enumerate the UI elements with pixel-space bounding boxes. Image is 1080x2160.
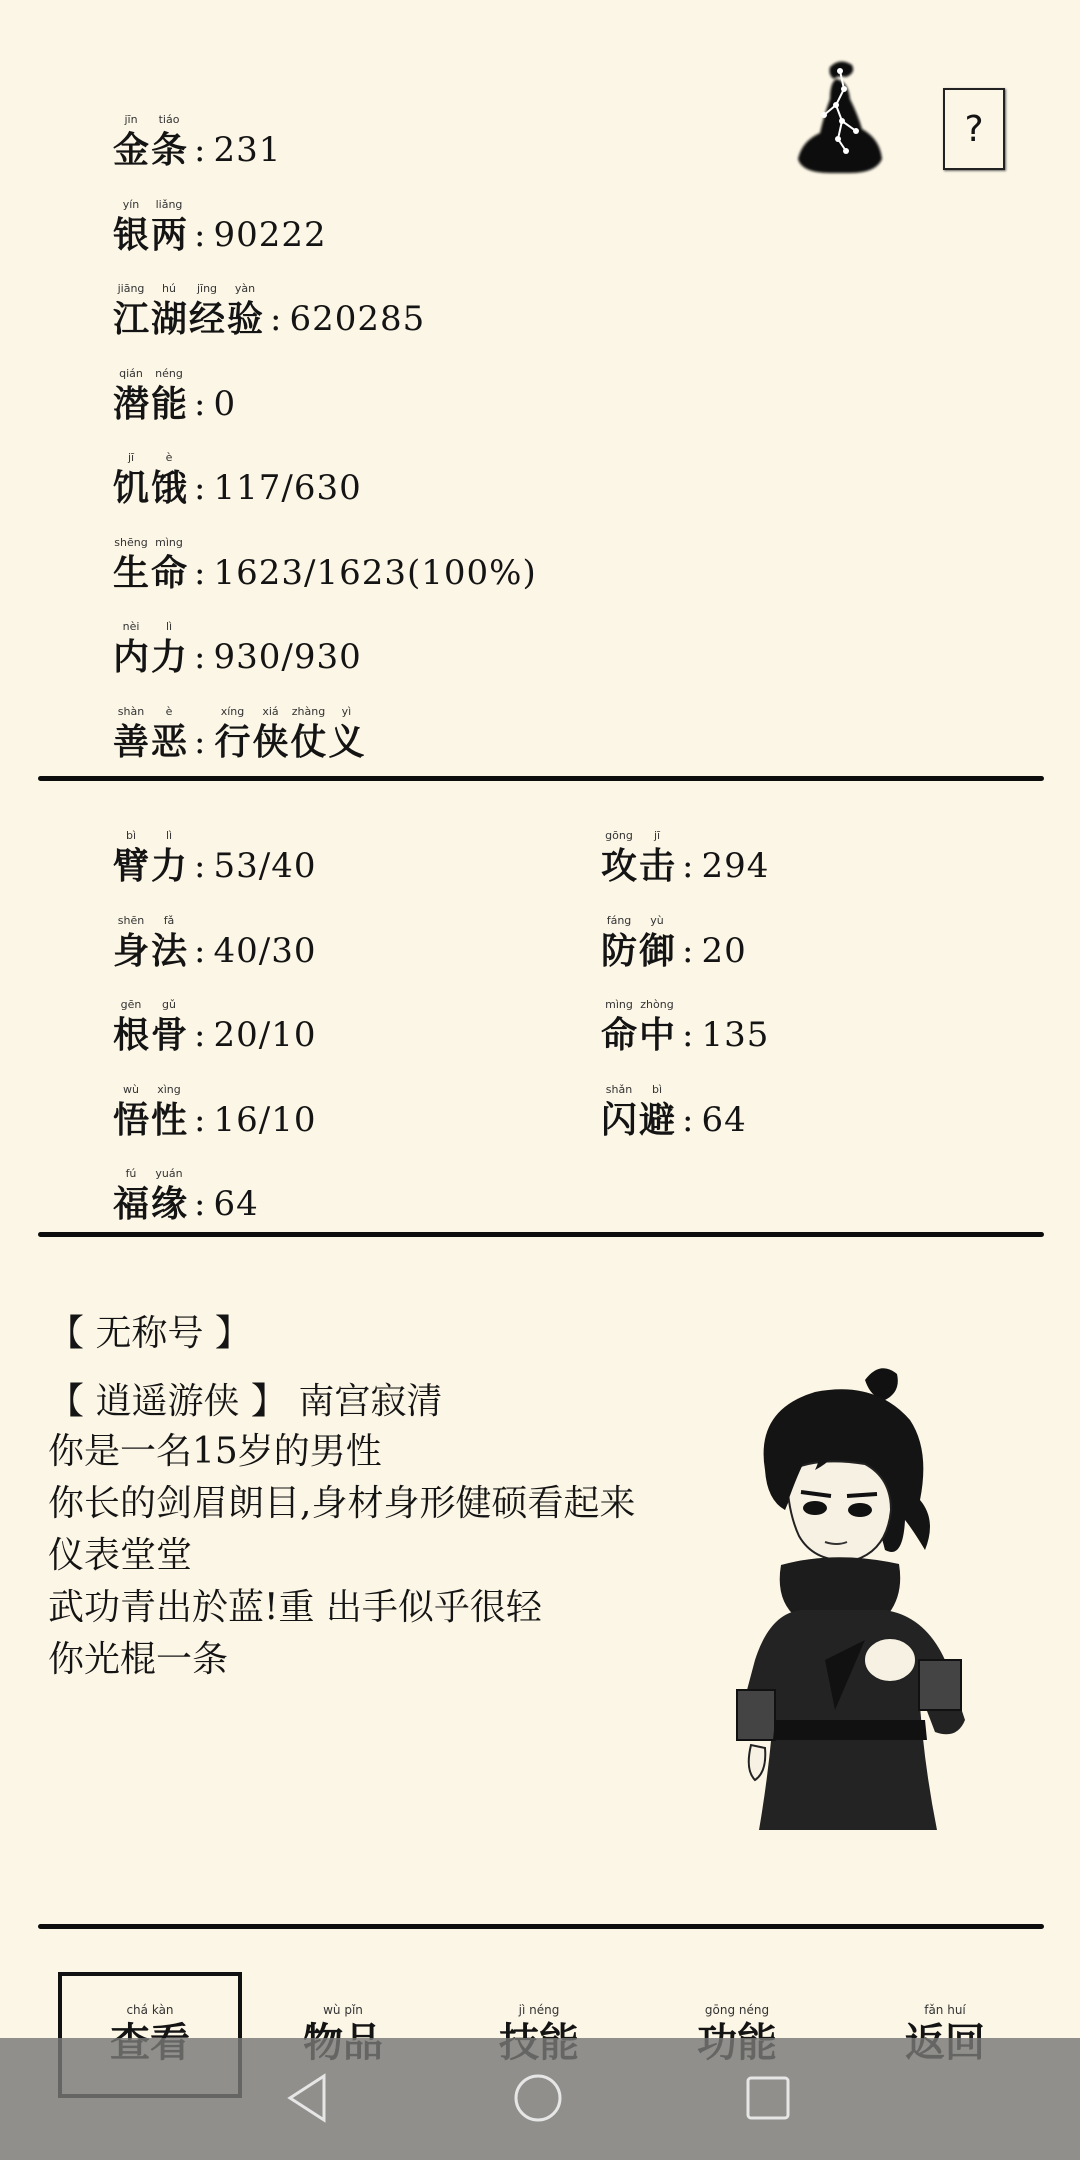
hanzi: 能 xyxy=(150,382,187,425)
pinyin: gōng xyxy=(605,829,633,842)
hanzi: 避 xyxy=(638,1098,675,1141)
hanzi: 闪 xyxy=(600,1098,637,1141)
attr-right-3-label xyxy=(600,1082,676,1142)
colon: : xyxy=(194,383,206,424)
ruby-char xyxy=(150,366,188,426)
hanzi: 身 xyxy=(112,929,149,972)
pinyin: fáng xyxy=(606,913,632,927)
stat-row-7-label xyxy=(112,704,188,764)
attr-left-2-value: 20/10 xyxy=(213,1015,317,1055)
stat-row-5-value: 1623/1623(100%) xyxy=(213,552,537,593)
hanzi: 力 xyxy=(150,636,187,678)
hanzi: 金 xyxy=(112,129,149,171)
ruby-char xyxy=(112,450,150,510)
tab-pinyin: jì néng xyxy=(518,2003,560,2017)
ruby-char xyxy=(213,704,251,764)
colon: : xyxy=(194,1099,206,1140)
pinyin: fǎ xyxy=(163,913,175,927)
ruby-char xyxy=(226,281,264,341)
ruby-char xyxy=(150,450,188,510)
hanzi: 饥 xyxy=(112,467,149,509)
pinyin: jīng xyxy=(196,282,218,295)
meditation-icon[interactable] xyxy=(790,55,890,180)
stat-row-3 xyxy=(112,346,236,426)
nav-home-icon[interactable] xyxy=(512,2072,564,2128)
stat-row-6 xyxy=(112,599,362,679)
ruby-char xyxy=(112,366,150,426)
stat-row-0-label xyxy=(112,112,188,172)
pinyin: è xyxy=(165,704,173,718)
system-navbar xyxy=(0,2038,1080,2160)
hanzi: 条 xyxy=(150,129,187,171)
pinyin: jiāng xyxy=(117,282,145,295)
colon: : xyxy=(194,930,206,971)
hanzi: 仗 xyxy=(290,720,327,763)
ruby-char xyxy=(638,1082,676,1142)
ruby-char xyxy=(112,535,150,595)
help-button[interactable] xyxy=(943,88,1005,170)
pinyin: qián xyxy=(119,366,143,380)
name-line: 【 逍遥游侠 】 南宫寂清 xyxy=(48,1381,443,1422)
attr-left-3-label xyxy=(112,1082,188,1142)
attr-left-1-value: 40/30 xyxy=(213,930,317,971)
ruby-char xyxy=(638,828,676,888)
pinyin: mìng xyxy=(605,998,633,1011)
nav-recent-icon[interactable] xyxy=(744,2074,792,2126)
pinyin: jī xyxy=(127,451,135,464)
stat-row-7-value xyxy=(213,704,365,764)
hanzi: 攻 xyxy=(600,845,637,887)
hanzi: 银 xyxy=(112,213,149,256)
colon: : xyxy=(682,846,694,886)
colon: : xyxy=(194,468,206,508)
attr-left-0-label xyxy=(112,828,188,888)
stat-row-4-label xyxy=(112,450,188,510)
hanzi: 饿 xyxy=(150,467,187,509)
attr-right-1 xyxy=(600,893,747,973)
stat-row-5-label xyxy=(112,535,188,595)
pinyin: zhòng xyxy=(640,998,674,1011)
ruby-char xyxy=(638,913,676,973)
ruby-char xyxy=(150,913,188,973)
ruby-char xyxy=(150,535,188,595)
pinyin: nèi xyxy=(122,620,140,633)
colon: : xyxy=(270,299,282,339)
colon: : xyxy=(682,930,694,971)
ruby-char xyxy=(112,828,150,888)
attr-right-1-label xyxy=(600,913,676,973)
attr-right-2-label xyxy=(600,997,676,1057)
hanzi: 行 xyxy=(214,720,251,763)
hanzi: 御 xyxy=(638,929,675,972)
pinyin: è xyxy=(165,451,173,464)
pinyin: bì xyxy=(651,1082,663,1096)
ruby-char xyxy=(112,997,150,1057)
ruby-char xyxy=(112,197,150,257)
attr-right-3 xyxy=(600,1062,747,1142)
stat-row-6-value: 930/930 xyxy=(213,637,362,677)
stat-row-6-label xyxy=(112,619,188,679)
hanzi: 两 xyxy=(150,213,187,256)
hanzi: 验 xyxy=(226,298,263,340)
stat-row-2 xyxy=(112,261,425,341)
pinyin: yù xyxy=(650,913,664,927)
hanzi: 悟 xyxy=(112,1098,149,1141)
ruby-char xyxy=(150,828,188,888)
hanzi: 骨 xyxy=(150,1014,187,1056)
ruby-char xyxy=(600,913,638,973)
pinyin: shàn xyxy=(117,704,145,718)
pinyin: xiá xyxy=(262,704,279,718)
colon: : xyxy=(194,130,206,170)
attr-left-3-value: 16/10 xyxy=(213,1099,317,1140)
attr-right-0-value: 294 xyxy=(701,846,770,886)
hanzi: 法 xyxy=(150,929,187,972)
colon: : xyxy=(194,1184,206,1224)
divider-2 xyxy=(38,1232,1044,1237)
colon: : xyxy=(194,214,206,255)
stat-row-4-value: 117/630 xyxy=(213,468,362,508)
title-line: 【 无称号 】 xyxy=(48,1313,251,1354)
colon: : xyxy=(682,1099,694,1140)
attr-right-2-value: 135 xyxy=(701,1015,770,1055)
stat-row-7 xyxy=(112,684,365,764)
stat-row-0-value: 231 xyxy=(213,130,282,170)
attr-left-3 xyxy=(112,1062,316,1142)
ruby-char xyxy=(150,704,188,764)
hanzi: 防 xyxy=(600,929,637,972)
hanzi: 缘 xyxy=(150,1183,187,1225)
stat-row-5 xyxy=(112,515,537,595)
hanzi: 义 xyxy=(328,720,365,763)
ruby-char xyxy=(327,704,365,764)
ruby-char xyxy=(112,1166,150,1226)
colon: : xyxy=(194,721,206,762)
pinyin: xíng xyxy=(220,704,245,718)
pinyin: shǎn xyxy=(605,1082,633,1096)
attr-left-4-value: 64 xyxy=(213,1184,259,1224)
help-label: ? xyxy=(964,108,984,150)
ruby-char xyxy=(150,1166,188,1226)
pinyin: shēng xyxy=(114,535,148,549)
hanzi: 经 xyxy=(188,298,225,340)
hanzi: 内 xyxy=(112,636,149,678)
colon: : xyxy=(194,846,206,886)
hanzi: 性 xyxy=(150,1098,187,1141)
ruby-char xyxy=(150,997,188,1057)
hanzi: 命 xyxy=(150,551,187,594)
pinyin: néng xyxy=(155,366,183,380)
ruby-char xyxy=(150,1082,188,1142)
ruby-char xyxy=(251,704,289,764)
pinyin: bì xyxy=(125,829,137,842)
attr-left-4 xyxy=(112,1146,259,1226)
stat-row-3-label xyxy=(112,366,188,426)
colon: : xyxy=(194,552,206,593)
ruby-char xyxy=(112,913,150,973)
tab-pinyin: chá kàn xyxy=(126,2003,174,2017)
attr-left-0-value: 53/40 xyxy=(213,846,317,886)
pinyin: xìng xyxy=(157,1082,181,1096)
ruby-char xyxy=(112,1082,150,1142)
pinyin: gǔ xyxy=(162,998,176,1011)
hanzi: 潜 xyxy=(112,382,149,425)
colon: : xyxy=(194,637,206,677)
attr-right-2 xyxy=(600,977,769,1057)
hanzi: 力 xyxy=(150,845,187,887)
hanzi: 生 xyxy=(112,551,149,594)
pinyin: tiáo xyxy=(158,113,180,126)
hanzi: 江 xyxy=(112,298,149,340)
pinyin: liǎng xyxy=(155,197,183,211)
ruby-char xyxy=(150,619,188,679)
attr-right-0-label xyxy=(600,828,676,888)
ruby-char xyxy=(150,197,188,257)
ruby-char xyxy=(150,112,188,172)
hanzi: 湖 xyxy=(150,298,187,340)
pinyin: fú xyxy=(125,1167,137,1180)
desc-line-1: 你是一名15岁的男性 xyxy=(48,1431,382,1472)
ruby-char xyxy=(112,281,150,341)
hanzi: 中 xyxy=(638,1014,675,1056)
hanzi: 恶 xyxy=(150,720,187,763)
pinyin: yín xyxy=(122,197,140,211)
ruby-char xyxy=(600,828,638,888)
pinyin: gēn xyxy=(120,998,142,1011)
stat-row-2-label xyxy=(112,281,264,341)
hanzi: 善 xyxy=(112,720,149,763)
hanzi: 福 xyxy=(112,1183,149,1225)
desc-line-4: 武功青出於蓝!重 出手似乎很轻 xyxy=(48,1587,542,1628)
ruby-char xyxy=(112,112,150,172)
divider-3 xyxy=(38,1924,1044,1929)
colon: : xyxy=(194,1015,206,1055)
hanzi: 臂 xyxy=(112,845,149,887)
pinyin: zhàng xyxy=(291,704,326,718)
ruby-char xyxy=(600,997,638,1057)
pinyin: yì xyxy=(341,704,352,718)
desc-line-5: 你光棍一条 xyxy=(48,1639,229,1680)
colon: : xyxy=(682,1015,694,1055)
ruby-char xyxy=(112,704,150,764)
pinyin: jīn xyxy=(124,113,138,126)
pinyin: mìng xyxy=(155,535,183,549)
stat-row-1-label xyxy=(112,197,188,257)
attr-left-2-label xyxy=(112,997,188,1057)
divider-1 xyxy=(38,776,1044,781)
attr-left-4-label xyxy=(112,1166,188,1226)
pinyin: lì xyxy=(165,829,173,842)
profile-panel xyxy=(0,1300,1080,1900)
desc-line-3: 仪表堂堂 xyxy=(48,1535,193,1576)
hanzi: 命 xyxy=(600,1014,637,1056)
ruby-char xyxy=(112,619,150,679)
pinyin: shēn xyxy=(117,913,145,927)
stat-row-1-value: 90222 xyxy=(213,214,327,255)
ruby-char xyxy=(150,281,188,341)
hanzi: 击 xyxy=(638,845,675,887)
pinyin: wù xyxy=(123,1082,139,1096)
hanzi: 侠 xyxy=(252,720,289,763)
attr-left-1-label xyxy=(112,913,188,973)
ruby-char xyxy=(188,281,226,341)
ruby-char xyxy=(289,704,327,764)
hanzi: 根 xyxy=(112,1014,149,1056)
pinyin: lì xyxy=(165,620,173,633)
tab-pinyin: wù pǐn xyxy=(323,2003,363,2017)
nav-back-icon[interactable] xyxy=(282,2070,332,2130)
ruby-char xyxy=(600,1082,638,1142)
stat-row-3-value: 0 xyxy=(213,383,237,424)
attr-right-0 xyxy=(600,808,769,888)
desc-line-2: 你长的剑眉朗目,身材身形健硕看起来 xyxy=(48,1483,636,1524)
stat-row-1 xyxy=(112,177,327,257)
attr-left-1 xyxy=(112,893,316,973)
tab-pinyin: gōng néng xyxy=(704,2003,770,2017)
stat-row-4 xyxy=(112,430,362,510)
pinyin: jī xyxy=(653,829,661,842)
pinyin: hú xyxy=(162,282,176,295)
pinyin: yàn xyxy=(234,282,256,295)
attr-right-1-value: 20 xyxy=(701,930,747,971)
attr-right-3-value: 64 xyxy=(701,1099,747,1140)
stat-row-2-value: 620285 xyxy=(289,299,426,339)
attr-left-2 xyxy=(112,977,316,1057)
tab-pinyin: fǎn huí xyxy=(924,2003,966,2017)
attr-left-0 xyxy=(112,808,316,888)
ruby-char xyxy=(638,997,676,1057)
character-avatar xyxy=(715,1360,990,1860)
pinyin: yuán xyxy=(155,1167,183,1180)
stat-row-0 xyxy=(112,92,281,172)
